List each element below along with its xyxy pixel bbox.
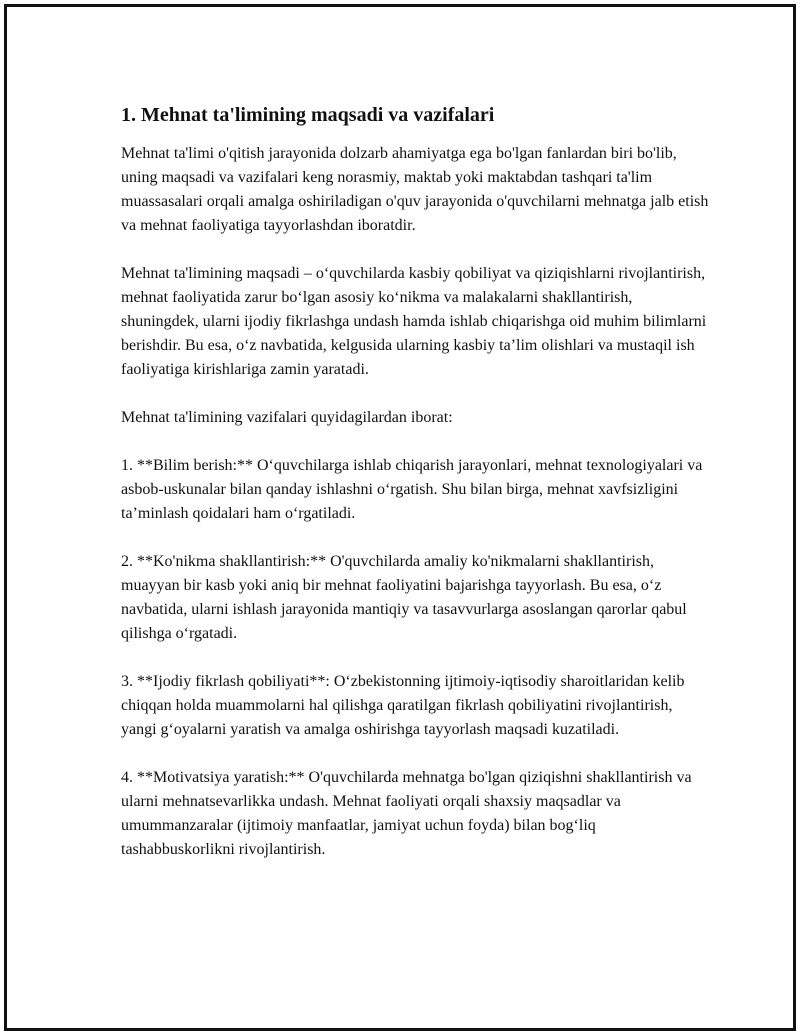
paragraph-goal: Mehnat ta'limining maqsadi – o‘quvchilarda kasbiy qobiliyat va qiziqishlarni rivojlantirish, mehnat faoliyatida zarur bo‘lgan asosiy ko‘nikma va malakalarni shakllantirish, shuningdek, ularni ijodiy fikrlashga undash hamda ishlab chiqarishga oid muhim bilimlarni berishdir. Bu esa, o‘z navbatida, kelgusida ularning kasbiy ta’lim olishlari va mustaqil ish faoliyatiga kirishlariga zamin yaratadi.: [121, 265, 707, 378]
list-item-creative-thinking: 3. **Ijodiy fikrlash qobiliyati**: O‘zbekistonning ijtimoiy-iqtisodiy sharoitlaridan kelib chiqqan holda muammolarni hal qilishga qaratilgan fikrlash qobiliyatini rivojlantirish, yangi g‘oyalarni yaratish va amalga oshirishga tayyorlash maqsadi kuzatiladi.: [121, 673, 685, 738]
paragraph-intro: Mehnat ta'limi o'qitish jarayonida dolzarb ahamiyatga ega bo'lgan fanlardan biri bo'lib, uning maqsadi va vazifalari keng norasmiy, maktab yoki maktabdan tashqari ta'lim muassasalari orqali amalga oshiriladigan o'quv jarayonida o'quvchilarni mehnatga jalb etish va mehnat faoliyatiga tayyorlashdan iboratdir.: [121, 145, 709, 234]
paragraph-tasks-intro: Mehnat ta'limining vazifalari quyidagilardan iborat:: [121, 409, 453, 426]
page-frame: [4, 4, 796, 1031]
list-item-skills: 2. **Ko'nikma shakllantirish:** O'quvchilarda amaliy ko'nikmalarni shakllantirish, muayyan bir kasb yoki aniq bir mehnat faoliyatini bajarishga tayyorlash. Bu esa, o‘z navbatida, ularni ishlash jarayonida mantiqiy va tasavvurlarga asoslangan qarorlar qabul qilishga o‘rgatadi.: [121, 553, 687, 642]
document-body: [121, 102, 711, 862]
list-item-knowledge: 1. **Bilim berish:** O‘quvchilarga ishlab chiqarish jarayonlari, mehnat texnologiyalari va asbob-uskunalar bilan qanday ishlashni o‘rgatish. Shu bilan birga, mehnat xavfsizligini ta’minlash qoidalari ham o‘rgatiladi.: [121, 457, 703, 522]
list-item-motivation: 4. **Motivatsiya yaratish:** O'quvchilarda mehnatga bo'lgan qiziqishni shakllantirish va ularni mehnatsevarlikka undash. Mehnat faoliyati orqali shaxsiy maqsadlar va umummanzaralar (ijtimoiy manfaatlar, jamiyat uchun foyda) bilan bog‘liq tashabbuskorlikni rivojlantirish.: [121, 769, 692, 858]
section-heading: 1. Mehnat ta'limining maqsadi va vazifalari: [121, 104, 495, 126]
